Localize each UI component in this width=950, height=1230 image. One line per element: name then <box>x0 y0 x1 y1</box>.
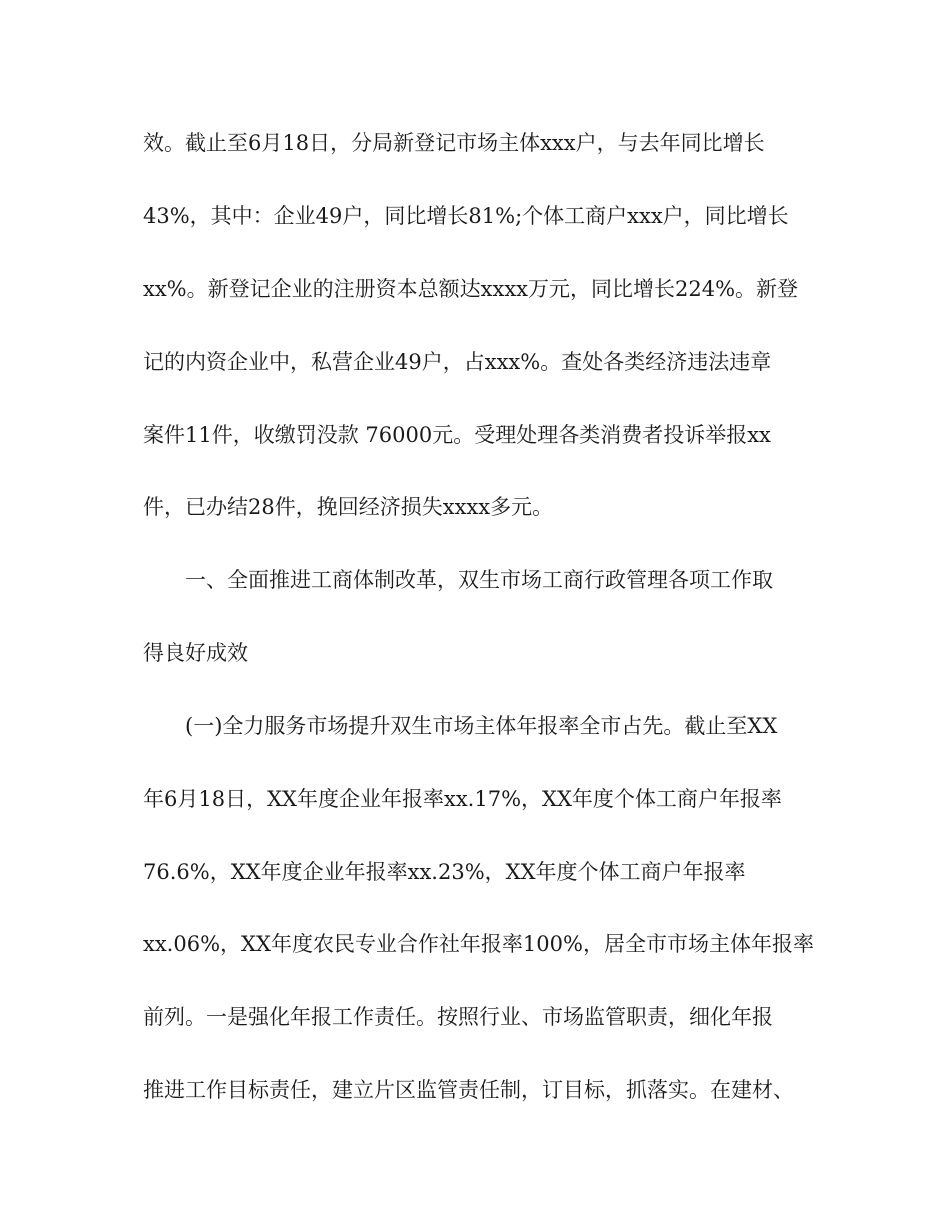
paragraph-line: 推进工作目标责任，建立片区监管责任制，订目标，抓落实。在建材、 <box>143 1078 794 1102</box>
section-heading-line: 得良好成效 <box>143 641 248 665</box>
paragraph-line: xx%。新登记企业的注册资本总额达xxxx万元，同比增长224%。新登 <box>143 277 799 301</box>
paragraph-line: 效。截止至6月18日，分局新登记市场主体xxx户，与去年同比增长 <box>143 131 765 155</box>
paragraph-line: 43%，其中：企业49户，同比增长81%;个体工商户xxx户，同比增长 <box>143 204 789 228</box>
section-heading-line: 一、全面推进工商体制改革，双生市场工商行政管理各项工作取 <box>185 568 773 592</box>
paragraph-line: 年6月18日，XX年度企业年报率xx.17%，XX年度个体工商户年报率 <box>143 787 782 811</box>
paragraph-line: 案件11件，收缴罚没款 76000元。受理处理各类消费者投诉举报xx <box>143 423 771 447</box>
paragraph-line: xx.06%，XX年度农民专业合作社年报率100%，居全市市场主体年报率 <box>143 932 814 956</box>
paragraph-line: 前列。一是强化年报工作责任。按照行业、市场监管职责，细化年报 <box>143 1005 773 1029</box>
paragraph-line: 记的内资企业中，私营企业49户，占xxx%。查处各类经济违法违章 <box>143 350 772 374</box>
subsection-line: (一)全力服务市场提升双生市场主体年报率全市占先。截止至XX <box>185 714 778 738</box>
paragraph-line: 件，已办结28件，挽回经济损失xxxx多元。 <box>143 495 554 519</box>
paragraph-line: 76.6%，XX年度企业年报率xx.23%，XX年度个体工商户年报率 <box>143 860 746 884</box>
